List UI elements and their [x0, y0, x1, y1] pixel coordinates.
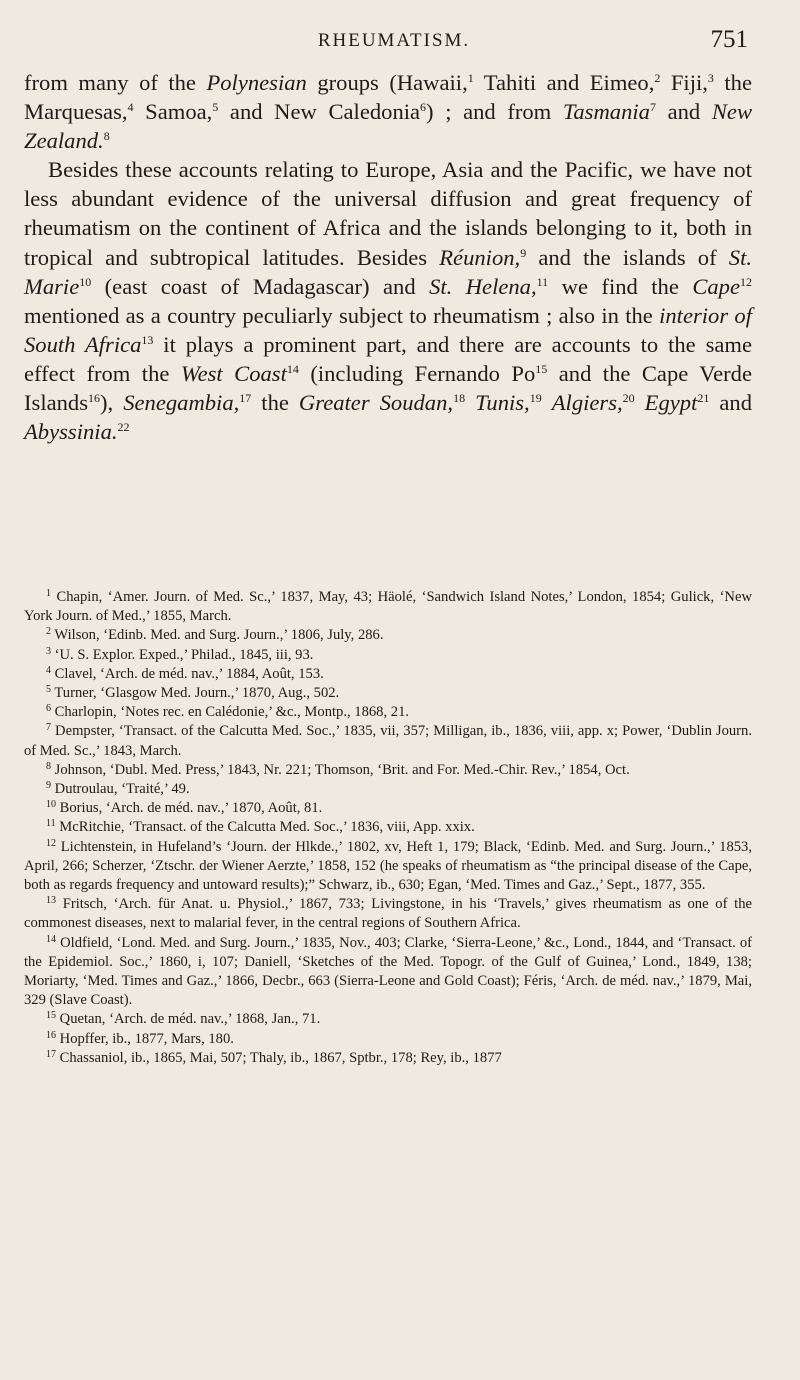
footnote: [24, 588, 752, 626]
italic-text: Polynesian: [206, 70, 307, 95]
footnote-number: 2: [46, 626, 51, 638]
footnote-marker: 5: [212, 100, 219, 115]
footnote-marker: 19: [529, 391, 542, 406]
footnote-number: 14: [46, 933, 56, 945]
footnote-marker: 15: [535, 361, 548, 376]
footnote-number: 13: [46, 895, 56, 907]
footnotes: [24, 588, 752, 1068]
footnote-text: Charlopin, ‘Notes rec. en Calédonie,’ &c., Montp., 1868, 21.: [54, 704, 410, 721]
footnote-marker: 3: [707, 71, 714, 85]
text-run: Tahiti and Eimeo,: [473, 70, 655, 95]
text-run: [635, 390, 645, 415]
footnote-marker: 12: [740, 274, 753, 289]
footnote-text: Wilson, ‘Edinb. Med. and Surg. Journ.,’ 1806, July, 286.: [54, 627, 384, 644]
text-run: groups (Hawaii,: [306, 70, 468, 95]
footnote-number: 3: [46, 645, 51, 657]
italic-text: Réunion,: [439, 244, 521, 270]
footnote: [24, 934, 752, 1011]
body-paragraph: [24, 68, 752, 155]
footnote: [24, 761, 752, 780]
italic-text: West Coast: [180, 360, 287, 386]
italic-text: Abyssinia.: [24, 419, 118, 445]
footnote-marker: 17: [239, 391, 252, 406]
text-run: and New Caledonia: [218, 99, 421, 125]
footnote: [24, 818, 752, 837]
italic-text: Cape: [692, 273, 741, 299]
text-run: Samoa,: [133, 99, 213, 125]
text-run: and: [709, 390, 753, 416]
footnote-text: Dutroulau, ‘Traité,’ 49.: [54, 781, 190, 798]
italic-text: Greater Soudan,: [298, 390, 454, 416]
footnote-text: Borius, ‘Arch. de méd. nav.,’ 1870, Août, 81.: [59, 800, 323, 817]
footnote-number: 7: [46, 722, 51, 734]
footnote-number: 5: [46, 684, 51, 696]
text-run: it plays a prominent part, and there are accounts to the same effect from the: [24, 331, 752, 386]
footnote-text: Oldfield, ‘Lond. Med. and Surg. Journ.,’ 1835, Nov., 403; Clarke, ‘Sierra-Leone,’ &c., Lond., 1844, and ‘Transact. of the Epidemiol. Soc.,’ 1860, i, 107; Daniell, ‘Sketches of the Med. Topogr. of the Gulf of Guinea,’ Lond., 1849, 138; Moriarty, ‘Med. Times and Gaz.,’ 1866, Decbr., 663 (Sierra-Leone and Gold Coast); Féris, ‘Arch. de méd. nav.,’ 1879, Mai, 329 (Slave Coast).: [24, 934, 753, 1009]
footnote-number: 4: [46, 664, 51, 676]
footnote-number: 1: [46, 588, 51, 599]
footnote: [24, 722, 752, 760]
text-run: we find the: [548, 273, 693, 299]
text-run: from many of the: [24, 70, 207, 95]
text-run: Besides these accounts relating to Europe, Asia and the Pacific, we have not less abundant evidence of the universal diffusion and great frequency of rheumatism on the continent of Africa and the islands belonging to it, both in tropical and subtropical latitudes. Besides: [24, 157, 752, 270]
footnote-marker: 13: [141, 332, 154, 347]
text-run: Fiji,: [660, 70, 708, 95]
footnote-marker: 10: [79, 274, 92, 289]
footnote-number: 15: [46, 1010, 56, 1022]
footnote: [24, 1010, 752, 1029]
italic-text: Senegambia,: [123, 390, 240, 416]
footnote-number: 10: [46, 799, 56, 811]
footnote-text: Turner, ‘Glasgow Med. Journ.,’ 1870, Aug., 502.: [54, 685, 340, 702]
footnote-marker: 9: [520, 245, 527, 260]
footnote: [24, 646, 752, 665]
footnote-marker: 6: [420, 100, 427, 115]
footnote-number: 11: [46, 818, 56, 830]
text-run: (including Fernando Po: [298, 360, 536, 386]
footnote-marker: 11: [536, 274, 549, 289]
footnote: [24, 1049, 752, 1068]
footnote-number: 9: [46, 780, 51, 792]
footnote: [24, 665, 752, 684]
italic-text: interior of South Africa: [24, 302, 752, 357]
footnote-marker: 22: [117, 420, 130, 435]
running-head: RHEUMATISM.: [317, 30, 471, 51]
footnote: [24, 895, 752, 933]
footnote-text: Hopffer, ib., 1877, Mars, 180.: [59, 1030, 234, 1047]
footnote-number: 16: [46, 1029, 56, 1041]
footnote-marker: 18: [453, 391, 466, 406]
italic-text: St. Marie: [24, 244, 752, 299]
footnote-marker: 7: [649, 100, 656, 115]
footnote-marker: 16: [88, 391, 101, 406]
italic-text: Egypt: [644, 390, 698, 416]
text-run: the Marquesas,: [24, 70, 752, 125]
text-run: and: [655, 99, 712, 125]
footnote-number: 8: [46, 760, 51, 772]
text-run: (east coast of Madagascar) and: [91, 273, 430, 299]
footnote-number: 17: [46, 1048, 56, 1060]
footnote-text: ‘U. S. Explor. Exped.,’ Philad., 1845, iii, 93.: [54, 646, 314, 663]
italic-text: New Zealand.: [24, 99, 753, 154]
body-text: [24, 68, 752, 446]
text-run: ) ; and from: [426, 99, 563, 125]
page-header: [40, 16, 748, 56]
footnote-text: Johnson, ‘Dubl. Med. Press,’ 1843, Nr. 221; Thomson, ‘Brit. and For. Med.-Chir. Rev.,’ 1854, Oct.: [54, 761, 630, 778]
italic-text: Tunis,: [475, 390, 530, 416]
footnote-text: Fritsch, ‘Arch. für Anat. u. Physiol.,’ 1867, 733; Livingstone, in his ‘Travels,’ gives rheumatism as one of the commonest diseases, next to malarial fever, in the central regions of Southern Africa.: [24, 896, 752, 932]
footnote-text: McRitchie, ‘Transact. of the Calcutta Med. Soc.,’ 1836, viii, App. xxix.: [59, 819, 475, 836]
footnote-marker: 2: [654, 71, 661, 85]
footnote-text: Chapin, ‘Amer. Journ. of Med. Sc.,’ 1837, May, 43; Häolé, ‘Sandwich Island Notes,’ London, 1854; Gulick, ‘New York Journ. of Med.,’ 1855, March.: [24, 589, 752, 625]
footnote-marker: 21: [697, 391, 710, 406]
footnote-number: 6: [46, 703, 51, 715]
body-paragraph: [24, 155, 752, 446]
footnote-number: 12: [46, 837, 56, 849]
italic-text: Tasmania: [562, 99, 650, 125]
footnote-marker: 14: [286, 361, 299, 376]
text-run: and the Cape Verde Islands: [24, 360, 753, 416]
text-run: [465, 390, 475, 415]
italic-text: St. Helena,: [429, 273, 537, 299]
footnote-text: Dempster, ‘Transact. of the Calcutta Med. Soc.,’ 1835, vii, 357; Milligan, ib., 1836, viii, app. x; Power, ‘Dublin Journ. of Med. Sc.,’ 1843, March.: [24, 723, 752, 759]
page-number: 751: [710, 26, 748, 53]
footnote: [24, 838, 752, 896]
footnote-marker: 20: [622, 391, 635, 406]
text-run: the: [251, 390, 299, 416]
text-run: mentioned as a country peculiarly subject to rheumatism ; also in the: [24, 302, 660, 328]
footnote-marker: 8: [103, 129, 110, 144]
footnote-marker: 4: [127, 100, 134, 115]
footnote-text: Clavel, ‘Arch. de méd. nav.,’ 1884, Août, 153.: [54, 665, 324, 682]
text-run: ),: [100, 390, 124, 416]
footnote-text: Chassaniol, ib., 1865, Mai, 507; Thaly, ib., 1867, Sptbr., 178; Rey, ib., 1877: [59, 1049, 502, 1066]
text-run: [542, 390, 552, 415]
footnote: [24, 780, 752, 799]
footnote: [24, 626, 752, 645]
footnote: [24, 1030, 752, 1049]
footnote: [24, 684, 752, 703]
footnote: [24, 703, 752, 722]
italic-text: Algiers,: [551, 390, 623, 416]
footnote-text: Quetan, ‘Arch. de méd. nav.,’ 1868, Jan., 71.: [59, 1011, 321, 1028]
footnote-text: Lichtenstein, in Hufeland’s ‘Journ. der Hlkde.,’ 1802, xv, Heft 1, 179; Black, ‘Edinb. Med. and Surg. Journ.,’ 1853, April, 266; Scherzer, ‘Ztschr. der Wiener Aerzte,’ 1858, 152 (he speaks of rheumatism as “the principal disease of the Cape, both as regards frequency and untoward results);” Schwarz, ib., 630; Egan, ‘Med. Times and Gaz.,’ Sept., 1877, 355.: [24, 838, 752, 894]
text-run: and the islands of: [526, 244, 729, 270]
footnote-marker: 1: [467, 71, 474, 85]
footnote: [24, 799, 752, 818]
